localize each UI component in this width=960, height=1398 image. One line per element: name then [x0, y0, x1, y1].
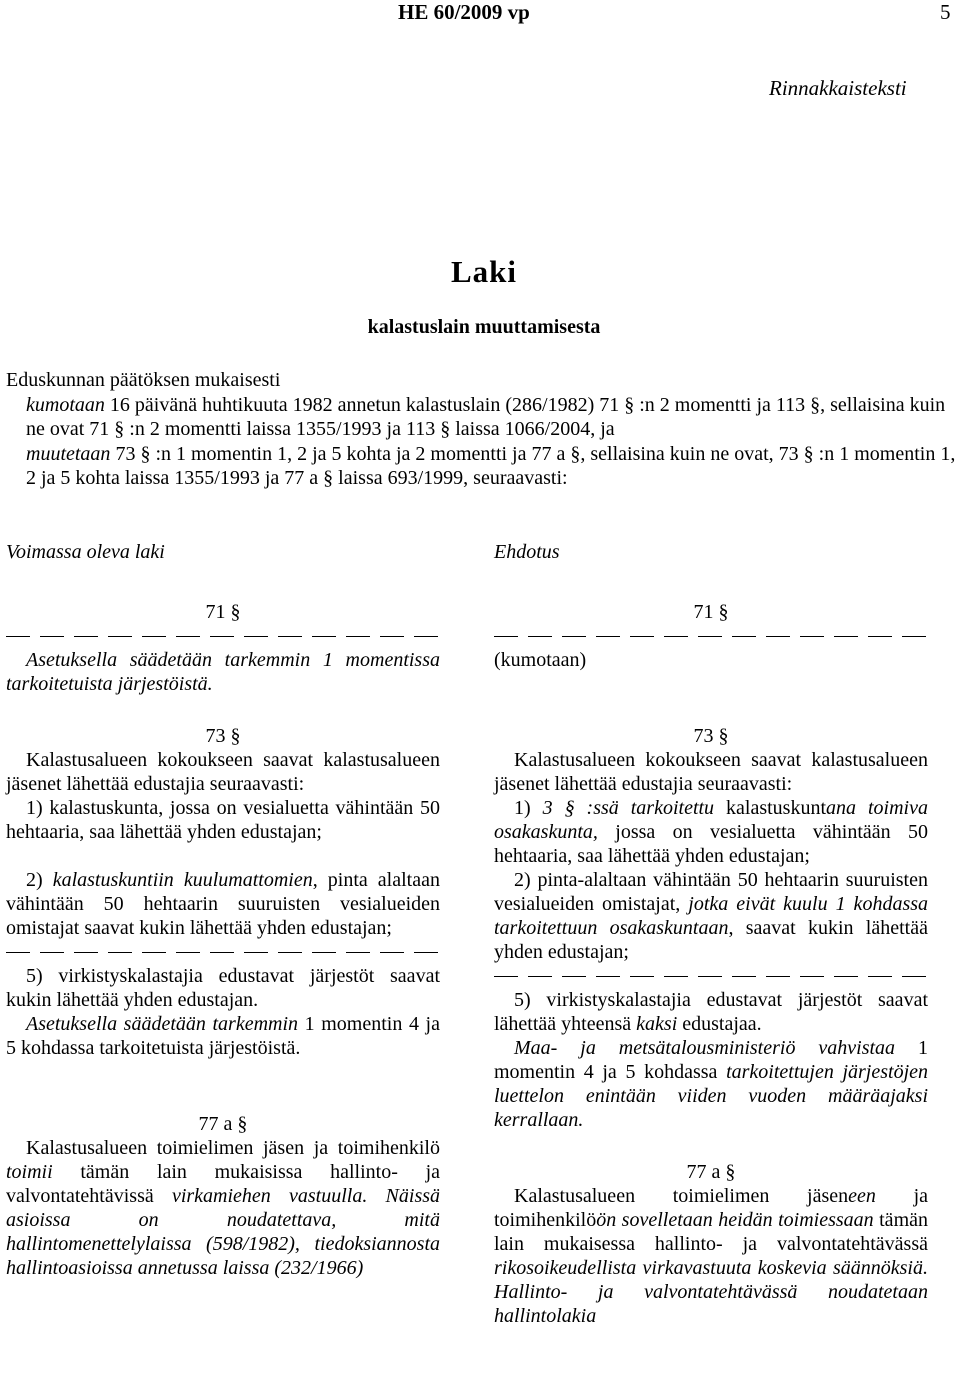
- left-section-73-para: [6, 1012, 440, 1060]
- right-section-71-text: (kumotaan): [494, 649, 587, 671]
- text-span: 1 momentin 4 ja 5 kohdassa: [494, 1037, 928, 1083]
- page-number: 5: [940, 0, 951, 24]
- intro-repeal-paragraph: [6, 393, 956, 442]
- text-span: kalastuskunt: [714, 797, 827, 819]
- right-section-73-para: [494, 796, 928, 868]
- left-section-73-heading: 73 §: [205, 725, 241, 747]
- left-column-heading: Voimassa oleva laki: [6, 541, 165, 563]
- text-span: 2): [26, 869, 53, 891]
- right-section-73-para: [494, 1036, 928, 1132]
- left-section-73-para: 1) kalastuskunta, jossa on vesialuetta vähintään 50 hehtaaria, saa lähettää yhden edustajan;: [6, 797, 440, 843]
- law-subtitle: kalastuslain muuttamisesta: [367, 316, 601, 338]
- text-span: Kalastusalueen toimielimen jäsen: [514, 1185, 849, 1207]
- text-span-italic: ön sovelletaan heidän toimiessaan: [596, 1209, 874, 1231]
- left-section-73-para: Kalastusalueen kokoukseen saavat kalastusalueen jäsenet lähettää edustajia seuraavasti:: [6, 749, 440, 795]
- intro-repeal-text: 16 päivänä huhtikuuta 1982 annetun kalastuslain (286/1982) 71 § :n 2 momentti ja 113 §, sellaisina kuin ne ovat 71 § :n 2 momentti laissa 1355/1993 ja 113 § laissa 1066/2004, ja: [26, 393, 946, 440]
- left-section-71-text: Asetuksella säädetään tarkemmin 1 momentissa tarkoitetuista järjestöistä.: [6, 649, 440, 695]
- intro-repeal-keyword: kumotaan: [26, 393, 105, 416]
- text-span-italic: kalastuskuntiin kuulumattomien: [52, 869, 313, 891]
- left-section-77a-para: [6, 1136, 440, 1280]
- omission-dashes: [494, 624, 928, 648]
- right-section-71-heading: 71 §: [693, 601, 729, 623]
- intro-amend-text: 73 § :n 1 momentin 1, 2 ja 5 kohta ja 2 momentti ja 77 a §, sellaisina kuin ne ovat, 73 § :n 1 momentin 1, 2 ja 5 kohta laissa 1355/1993 ja 77 a § laissa 693/1999, seuraavasti:: [26, 442, 956, 489]
- text-span: , pinta alaltaan vähintään 50 hehtaarin suuruisten vesialueiden omistajat saavat kukin lähettää yhden edustajan;: [6, 869, 440, 939]
- left-column: [6, 540, 440, 1280]
- text-span: 2) pinta-alaltaan vähintään 50 hehtaarin suuruisten vesialueiden omistajat,: [494, 869, 928, 915]
- intro-amend-paragraph: [6, 442, 956, 491]
- text-span: edustajaa.: [677, 1013, 762, 1035]
- right-section-77a-heading: 77 a §: [686, 1161, 736, 1183]
- text-span-italic: virkamiehen vastuulla. Näissä asioissa on noudatettava, mitä hallintomenettelylaissa (598/1982), tiedoksiannosta hallintoasioissa annetussa laissa (232/1966): [6, 1185, 441, 1279]
- text-span-italic: een: [848, 1185, 876, 1207]
- text-span: tämän lain mukaisissa hallinto- ja valvontatehtävissä: [6, 1161, 440, 1207]
- text-span-italic: ana toimiva osakaskunta,: [494, 797, 928, 843]
- right-section-73-para: [494, 988, 928, 1036]
- left-section-73-para: [6, 868, 440, 940]
- text-span-italic: Asetuksella säädetään tarkemmin: [26, 1013, 299, 1035]
- text-span: Kalastusalueen toimielimen jäsen ja toimihenkilö: [26, 1137, 440, 1159]
- right-column: [494, 540, 928, 1328]
- text-span-italic: rikosoikeudellista virkavastuuta koskevia säännöksiä. Hallinto- ja valvontatehtävässä noudatetaan hallintolakia: [494, 1257, 928, 1327]
- text-span-italic: jotka eivät kuulu 1 kohdassa tarkoitettuun osakaskuntaan: [494, 893, 929, 939]
- text-span-italic: tarkoitettujen järjestöjen luettelon enintään viiden vuoden määräajaksi kerrallaan.: [494, 1061, 929, 1131]
- omission-dashes: [494, 964, 928, 988]
- intro-line: Eduskunnan päätöksen mukaisesti: [6, 369, 281, 391]
- law-title: Laki: [450, 254, 518, 289]
- text-span: 1): [514, 797, 543, 819]
- right-column-heading: Ehdotus: [494, 541, 560, 563]
- text-span: 5) virkistyskalastajia edustavat järjestöt saavat lähettää yhteensä: [494, 989, 928, 1035]
- omission-dashes: [6, 624, 440, 648]
- omission-dashes: [6, 940, 440, 964]
- right-section-73-para: Kalastusalueen kokoukseen saavat kalastusalueen jäsenet lähettää edustajia seuraavasti:: [494, 749, 928, 795]
- right-section-73-heading: 73 §: [693, 725, 729, 747]
- right-section-77a-para: [494, 1184, 928, 1328]
- intro-block: [6, 368, 956, 491]
- text-span: 1 momentin 4 ja 5 kohdassa tarkoitetuista järjestöistä.: [6, 1013, 440, 1059]
- text-span: , saavat kukin lähettää yhden edustajan;: [494, 917, 928, 963]
- left-section-71-heading: 71 §: [205, 601, 241, 623]
- text-span-italic: Maa- ja metsätalousministeriö vahvistaa: [514, 1037, 896, 1059]
- text-span: tämän lain mukaisessa hallinto- ja valvontatehtävässä: [494, 1209, 928, 1255]
- text-span: ja toimihenkilö: [494, 1185, 929, 1231]
- text-span-italic: 3 § :ssä tarkoitettu: [542, 797, 715, 819]
- text-span: jossa on vesialuetta vähintään 50 hehtaaria, saa lähettää yhden edustajan;: [494, 821, 928, 867]
- text-span-italic: kaksi: [636, 1013, 678, 1035]
- text-span-italic: toimii: [6, 1161, 53, 1183]
- left-section-77a-heading: 77 a §: [198, 1113, 248, 1135]
- right-section-73-para: [494, 868, 928, 964]
- section-label: Rinnakkaisteksti: [769, 76, 907, 100]
- document-id: HE 60/2009 vp: [398, 0, 530, 24]
- intro-amend-keyword: muutetaan: [26, 442, 111, 465]
- left-section-73-para: 5) virkistyskalastajia edustavat järjestöt saavat kukin lähettää yhden edustajan.: [6, 965, 440, 1011]
